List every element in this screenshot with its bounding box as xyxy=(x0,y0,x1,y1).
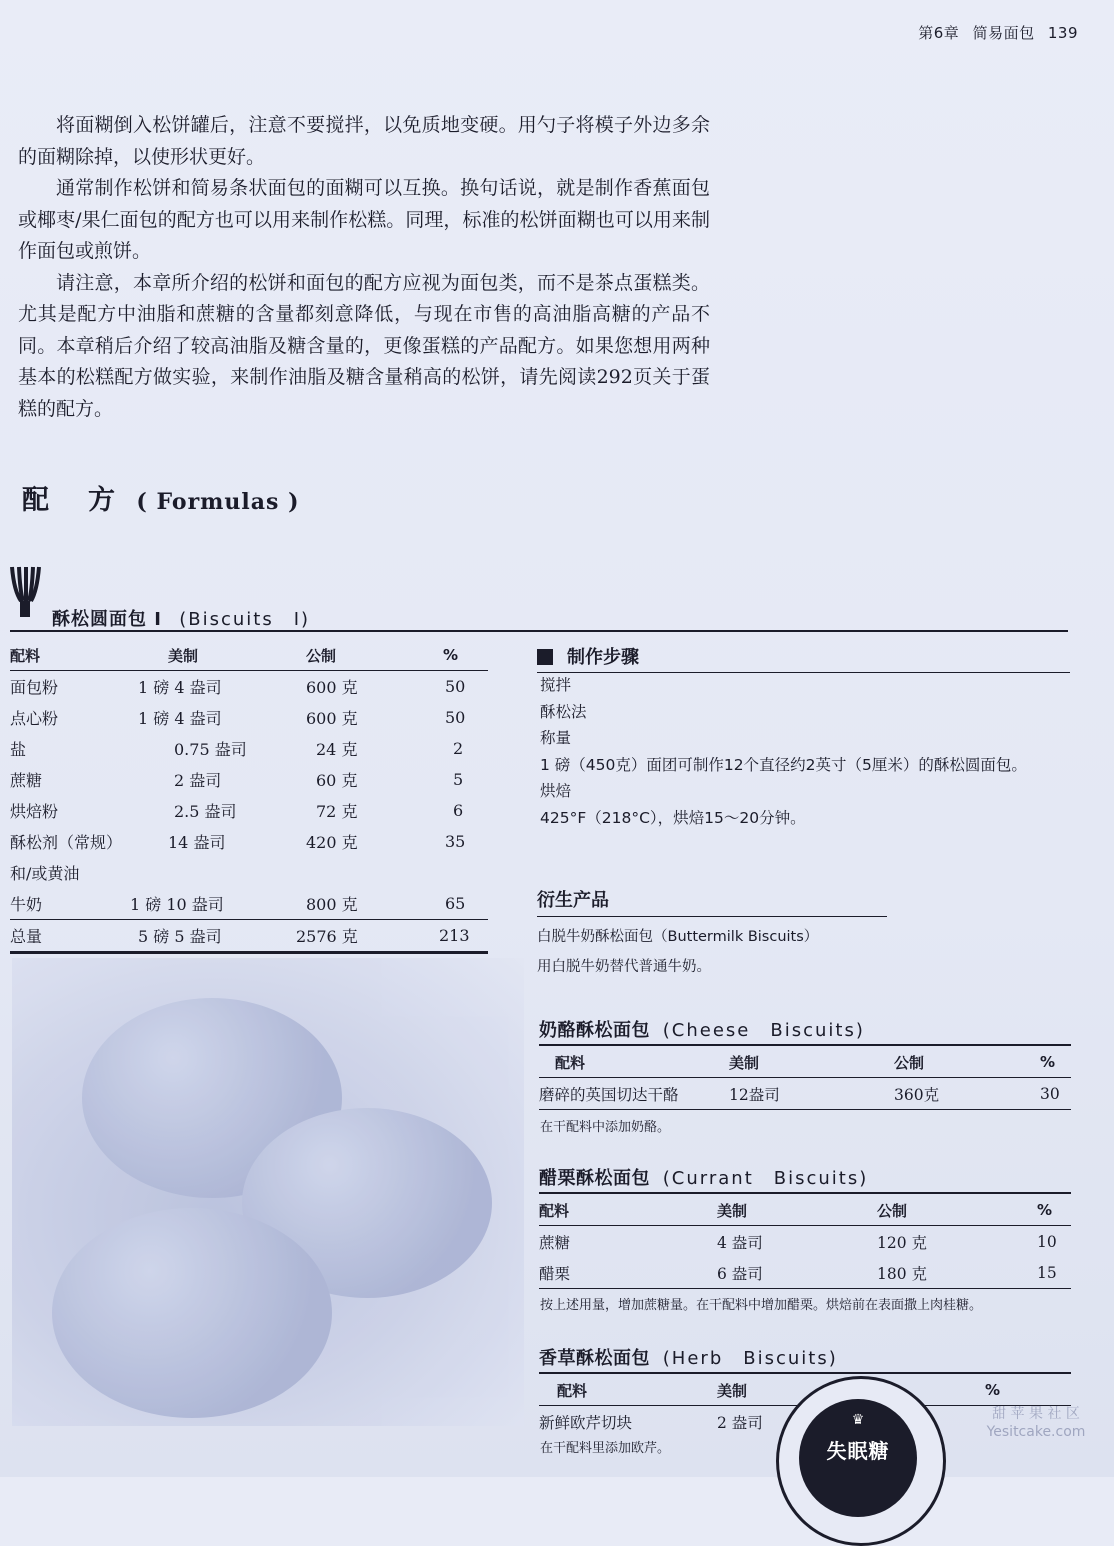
currant-title-cn: 醋栗酥松面包 xyxy=(539,1168,650,1189)
us-cell: 1 磅 4 盎司 xyxy=(138,709,222,728)
us-cell: 1 磅 10 盎司 xyxy=(130,895,224,914)
ingredient-cell: 磨碎的英国切达干酪 xyxy=(539,1078,729,1110)
metric-cell: 60 克 xyxy=(316,771,358,790)
us-cell: 2 盎司 xyxy=(174,771,222,790)
intro-paragraph: 通常制作松饼和简易条状面包的面糊可以互换。换句话说，就是制作香蕉面包或椰枣/果仁面包的配方也可以用来制作松糕。同理，标准的松饼面糊也可以用来制作面包或煎饼。 xyxy=(18,177,710,262)
currant-table xyxy=(539,1195,1071,1289)
ingredient-cell: 新鲜欧芹切块 xyxy=(539,1413,633,1432)
cheese-biscuits-title xyxy=(539,1016,1071,1046)
us-cell xyxy=(130,857,290,888)
running-header xyxy=(910,22,1078,43)
column-header: 配料 xyxy=(539,1195,717,1226)
intro-text xyxy=(18,110,710,425)
derivatives-heading: 衍生产品 xyxy=(537,886,887,917)
column-header: % xyxy=(1014,1047,1071,1078)
percent-cell: 35 xyxy=(445,832,466,851)
stamp-seal xyxy=(776,1376,946,1546)
metric-cell: 800 克 xyxy=(306,895,358,914)
ingredient-cell: 面包粉 xyxy=(10,678,59,697)
us-cell: 1 磅 4 盎司 xyxy=(138,678,222,697)
table-row xyxy=(10,733,488,764)
currant-note: 按上述用量，增加蔗糖量。在干配料中增加醋栗。烘焙前在表面撒上肉桂糖。 xyxy=(540,1298,983,1313)
column-header: 美制 xyxy=(130,640,290,671)
us-cell: 12盎司 xyxy=(729,1078,894,1110)
table-row xyxy=(10,764,488,795)
us-cell: 14 盎司 xyxy=(168,833,226,852)
square-bullet-icon xyxy=(537,649,553,665)
table-header-row xyxy=(539,1047,1071,1078)
step-line: 搅拌 xyxy=(540,676,572,694)
metric-cell: 600 克 xyxy=(306,709,358,728)
column-header: 美制 xyxy=(717,1375,977,1406)
steps-heading xyxy=(537,643,1070,673)
table-header-row xyxy=(10,640,488,671)
formulas-heading-en: ( Formulas ) xyxy=(136,489,300,515)
currant-biscuits-title xyxy=(539,1164,1071,1194)
table-row xyxy=(10,702,488,733)
watermark-line: 甜 苹 果 社 区 xyxy=(992,1406,1080,1422)
derivative-line: 白脱牛奶酥松面包（Buttermilk Biscuits） xyxy=(537,929,819,945)
column-header: 配料 xyxy=(10,640,130,671)
percent-cell: 15 xyxy=(1017,1257,1071,1289)
cheese-note: 在干配料中添加奶酪。 xyxy=(540,1120,671,1135)
step-line: 425°F（218°C），烘焙15～20分钟。 xyxy=(540,808,806,827)
intro-paragraph: 请注意，本章所介绍的松饼和面包的配方应视为面包类，而不是茶点蛋糕类。尤其是配方中油脂和蔗糖的含量都刻意降低，与现在市售的高油脂高糖的产品不同。本章稍后介绍了较高油脂及糖含量的，更像蛋糕的产品配方。如果您想用两种基本的松糕配方做实验，来制作油脂及糖含量稍高的松饼，请先阅读292页关于蛋糕的配方。 xyxy=(18,271,710,420)
percent-cell: 2 xyxy=(453,739,464,758)
metric-cell: 24 克 xyxy=(316,740,358,759)
table-row xyxy=(539,1078,1071,1110)
column-header: % xyxy=(977,1375,1071,1406)
biscuit-photo xyxy=(12,958,524,1426)
ingredient-cell: 牛奶 xyxy=(10,895,43,914)
metric-cell: 180 克 xyxy=(877,1257,1017,1289)
derivative-line: 用白脱牛奶替代普通牛奶。 xyxy=(537,959,711,975)
currant-title-en: (Currant Biscuits) xyxy=(662,1168,869,1189)
cheese-title-en: (Cheese Biscuits) xyxy=(662,1020,865,1041)
total-row xyxy=(10,920,488,953)
ingredient-cell: 蔗糖 xyxy=(10,771,43,790)
ingredient-cell: 和/或黄油 xyxy=(10,864,80,883)
metric-cell: 600 克 xyxy=(306,678,358,697)
column-header: 公制 xyxy=(877,1195,1017,1226)
column-header: 美制 xyxy=(729,1047,894,1078)
table-row xyxy=(10,857,488,888)
table-row xyxy=(539,1257,1071,1289)
biscuits-formula-table xyxy=(10,640,488,954)
ingredient-cell: 醋栗 xyxy=(539,1257,717,1289)
percent-cell: 5 xyxy=(453,770,464,789)
step-line: 酥松法 xyxy=(540,702,587,721)
step-line: 称量 xyxy=(540,729,572,747)
herb-title-cn: 香草酥松面包 xyxy=(539,1348,650,1369)
percent-cell: 30 xyxy=(1014,1078,1071,1110)
whisk-icon xyxy=(8,565,42,619)
table-row xyxy=(10,795,488,826)
us-cell: 2 盎司 xyxy=(717,1413,763,1432)
ingredient-cell: 蔗糖 xyxy=(539,1233,571,1252)
percent-cell: 50 xyxy=(445,677,466,696)
column-header: 美制 xyxy=(717,1195,877,1226)
percent-cell: 10 xyxy=(1037,1232,1057,1251)
table-row xyxy=(10,826,488,857)
metric-cell: 2576 克 xyxy=(290,920,405,953)
metric-cell xyxy=(290,857,405,888)
us-cell: 5 磅 5 盎司 xyxy=(130,920,290,953)
table-row xyxy=(10,671,488,703)
us-cell: 0.75 盎司 xyxy=(174,740,247,759)
metric-cell: 72 克 xyxy=(316,802,358,821)
cheese-title-cn: 奶酪酥松面包 xyxy=(539,1020,650,1041)
biscuit-shape xyxy=(52,1208,332,1418)
biscuits-title-cn: 酥松圆面包 I xyxy=(52,609,162,630)
column-header: 配料 xyxy=(539,1047,729,1078)
metric-cell: 360克 xyxy=(894,1078,1014,1110)
stamp-inner xyxy=(799,1399,917,1517)
step-line: 1 磅（450克）面团可制作12个直径约2英寸（5厘米）的酥松圆面包。 xyxy=(540,755,1027,774)
herb-title-en: (Herb Biscuits) xyxy=(662,1348,838,1369)
ingredient-cell: 总量 xyxy=(10,920,130,953)
table-header-row xyxy=(539,1195,1071,1226)
percent-cell: 6 xyxy=(453,801,464,820)
chapter-label: 第6章 xyxy=(918,24,960,42)
stamp-text: 失眠糖 xyxy=(826,1439,890,1463)
percent-cell: 50 xyxy=(445,708,466,727)
derivatives-text xyxy=(537,922,818,982)
ingredient-cell: 烘焙粉 xyxy=(10,802,59,821)
column-header: % xyxy=(405,640,488,671)
section-rule xyxy=(10,630,1068,632)
percent-cell xyxy=(405,857,488,888)
formulas-heading xyxy=(22,478,300,517)
formulas-heading-cn: 配 方 xyxy=(22,485,121,516)
cheese-table xyxy=(539,1047,1071,1110)
us-cell: 4 盎司 xyxy=(717,1233,763,1252)
crown-icon: ♛ xyxy=(851,1412,865,1428)
ingredient-cell: 酥松剂（常规） xyxy=(10,833,123,852)
step-line: 烘焙 xyxy=(540,782,572,800)
site-watermark xyxy=(980,1405,1092,1441)
ingredient-cell: 盐 xyxy=(10,740,27,759)
us-cell: 2.5 盎司 xyxy=(174,802,237,821)
watermark-line: Yesitcake.com xyxy=(986,1424,1086,1440)
chapter-title: 简易面包 xyxy=(972,24,1035,42)
ingredient-cell: 点心粉 xyxy=(10,709,59,728)
herb-note: 在干配料里添加欧芹。 xyxy=(540,1441,671,1456)
metric-cell: 120 克 xyxy=(877,1233,928,1252)
column-header: % xyxy=(1017,1195,1071,1226)
percent-cell: 213 xyxy=(405,920,488,953)
column-header: 公制 xyxy=(894,1047,1014,1078)
intro-paragraph: 将面糊倒入松饼罐后，注意不要搅拌，以免质地变硬。用勺子将模子外边多余的面糊除掉，以使形状更好。 xyxy=(18,114,710,168)
page-number: 139 xyxy=(1047,24,1078,42)
column-header: 配料 xyxy=(539,1375,717,1406)
steps-list xyxy=(540,672,1070,831)
steps-heading-text: 制作步骤 xyxy=(567,647,639,668)
percent-cell: 65 xyxy=(445,894,466,913)
table-row xyxy=(539,1226,1071,1258)
column-header: 公制 xyxy=(290,640,405,671)
us-cell: 6 盎司 xyxy=(717,1257,877,1289)
biscuits-title xyxy=(52,605,310,631)
herb-biscuits-title xyxy=(539,1344,1071,1374)
biscuits-title-en: (Biscuits I) xyxy=(179,609,311,630)
metric-cell: 420 克 xyxy=(306,833,358,852)
table-row xyxy=(10,888,488,920)
